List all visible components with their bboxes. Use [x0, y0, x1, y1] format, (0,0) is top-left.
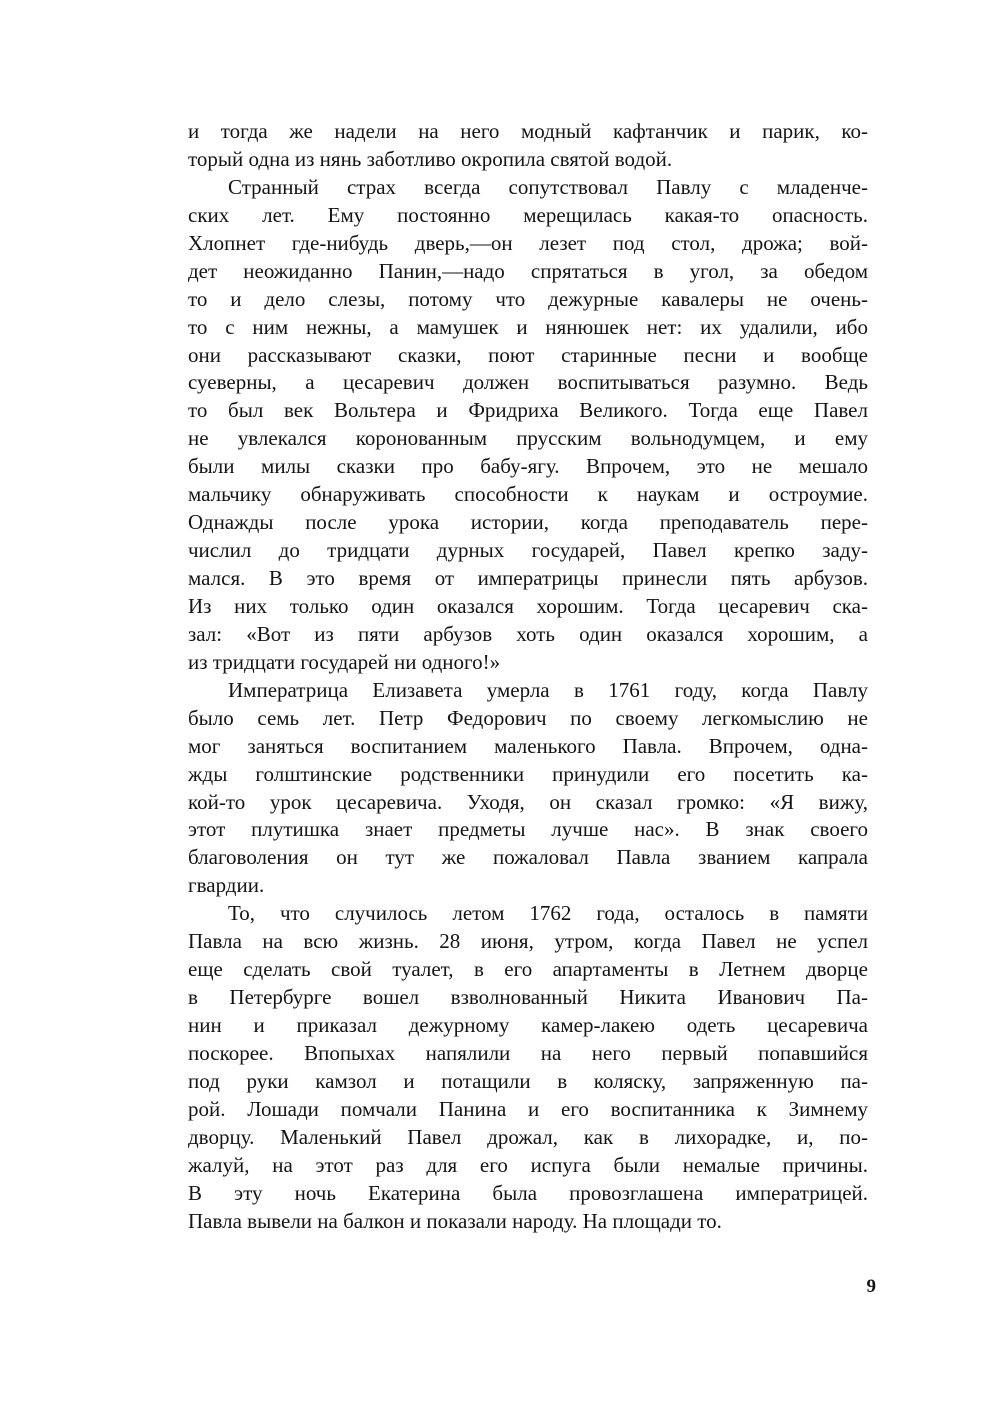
text-line: были милы сказки про бабу-ягу. Впрочем, это не мешало: [188, 454, 868, 479]
text-line: торый одна из нянь заботливо окропила святой водой.: [188, 146, 673, 171]
text-line: В эту ночь Екатерина была провозглашена императрицей.: [188, 1180, 868, 1205]
text-line: гвардии.: [188, 873, 265, 898]
text-line: Странный страх всегда сопутствовал Павлу с младенче-: [228, 174, 868, 199]
text-line: под руки камзол и потащили в коляску, запряженную па-: [188, 1068, 868, 1093]
text-line: то и дело слезы, потому что дежурные кавалеры не очень-: [188, 286, 868, 311]
text-line: ских лет. Ему постоянно мерещилась какая-то опасность.: [188, 202, 868, 227]
text-line: Императрица Елизавета умерла в 1761 году, когда Павлу: [228, 677, 868, 702]
text-line: мальчику обнаруживать способности к наукам и остроумие.: [188, 482, 868, 507]
text-line: Однажды после урока истории, когда преподаватель пере-: [188, 510, 868, 535]
page-number: 9: [866, 1276, 876, 1297]
text-line: суеверны, а цесаревич должен воспитываться разумно. Ведь: [188, 370, 868, 395]
text-line: не увлекался коронованным прусским вольнодумцем, и ему: [188, 426, 868, 451]
text-line: жды голштинские родственники принудили его посетить ка-: [188, 761, 868, 786]
text-line: они рассказывают сказки, поют старинные песни и вообще: [188, 342, 868, 367]
text-line: Павла вывели на балкон и показали народу. На площади то.: [188, 1208, 722, 1233]
text-line: числил до тридцати дурных государей, Павел крепко заду-: [188, 538, 868, 563]
text-line: мог заняться воспитанием маленького Павла. Впрочем, одна-: [188, 733, 868, 758]
text-line: То, что случилось летом 1762 года, осталось в памяти: [228, 901, 868, 926]
text-line: дворцу. Маленький Павел дрожал, как в лихорадке, и, по-: [188, 1124, 868, 1149]
text-line: из тридцати государей ни одного!»: [188, 649, 501, 674]
text-line: еще сделать свой туалет, в его апартаменты в Летнем дворце: [188, 957, 868, 982]
text-line: и тогда же надели на него модный кафтанчик и парик, ко-: [188, 119, 868, 143]
text-line: то с ним нежны, а мамушек и нянюшек нет: их удалили, ибо: [188, 314, 868, 339]
text-line: жалуй, на этот раз для его испуга были немалые причины.: [188, 1152, 868, 1177]
text-line: благоволения он тут же пожаловал Павла званием капрала: [188, 845, 868, 870]
text-line: Павла на всю жизнь. 28 июня, утром, когда Павел не успел: [188, 929, 868, 954]
body-text: [188, 118, 868, 1236]
text-line: кой-то урок цесаревича. Уходя, он сказал громко: «Я вижу,: [188, 789, 868, 814]
text-line: Из них только один оказался хорошим. Тогда цесаревич ска-: [188, 593, 868, 618]
text-line: нин и приказал дежурному камер-лакею одеть цесаревича: [188, 1013, 868, 1037]
text-line: мался. В это время от императрицы принесли пять арбузов.: [188, 566, 868, 590]
text-line: рой. Лошади помчали Панина и его воспитанника к Зимнему: [188, 1096, 868, 1121]
text-line: этот плутишка знает предметы лучше нас». В знак своего: [188, 817, 868, 842]
text-line: то был век Вольтера и Фридриха Великого. Тогда еще Павел: [188, 398, 868, 423]
text-line: дет неожиданно Панин,—надо спрятаться в угол, за обедом: [188, 258, 868, 283]
text-line: Хлопнет где-нибудь дверь,—он лезет под стол, дрожа; вой-: [188, 230, 868, 255]
text-line: было семь лет. Петр Федорович по своему легкомыслию не: [188, 705, 868, 730]
text-line: зал: «Вот из пяти арбузов хоть один оказался хорошим, а: [188, 621, 868, 646]
text-line: в Петербурге вошел взволнованный Никита Иванович Па-: [188, 985, 868, 1010]
text-line: поскорее. Впопыхах напялили на него первый попавшийся: [188, 1040, 868, 1065]
